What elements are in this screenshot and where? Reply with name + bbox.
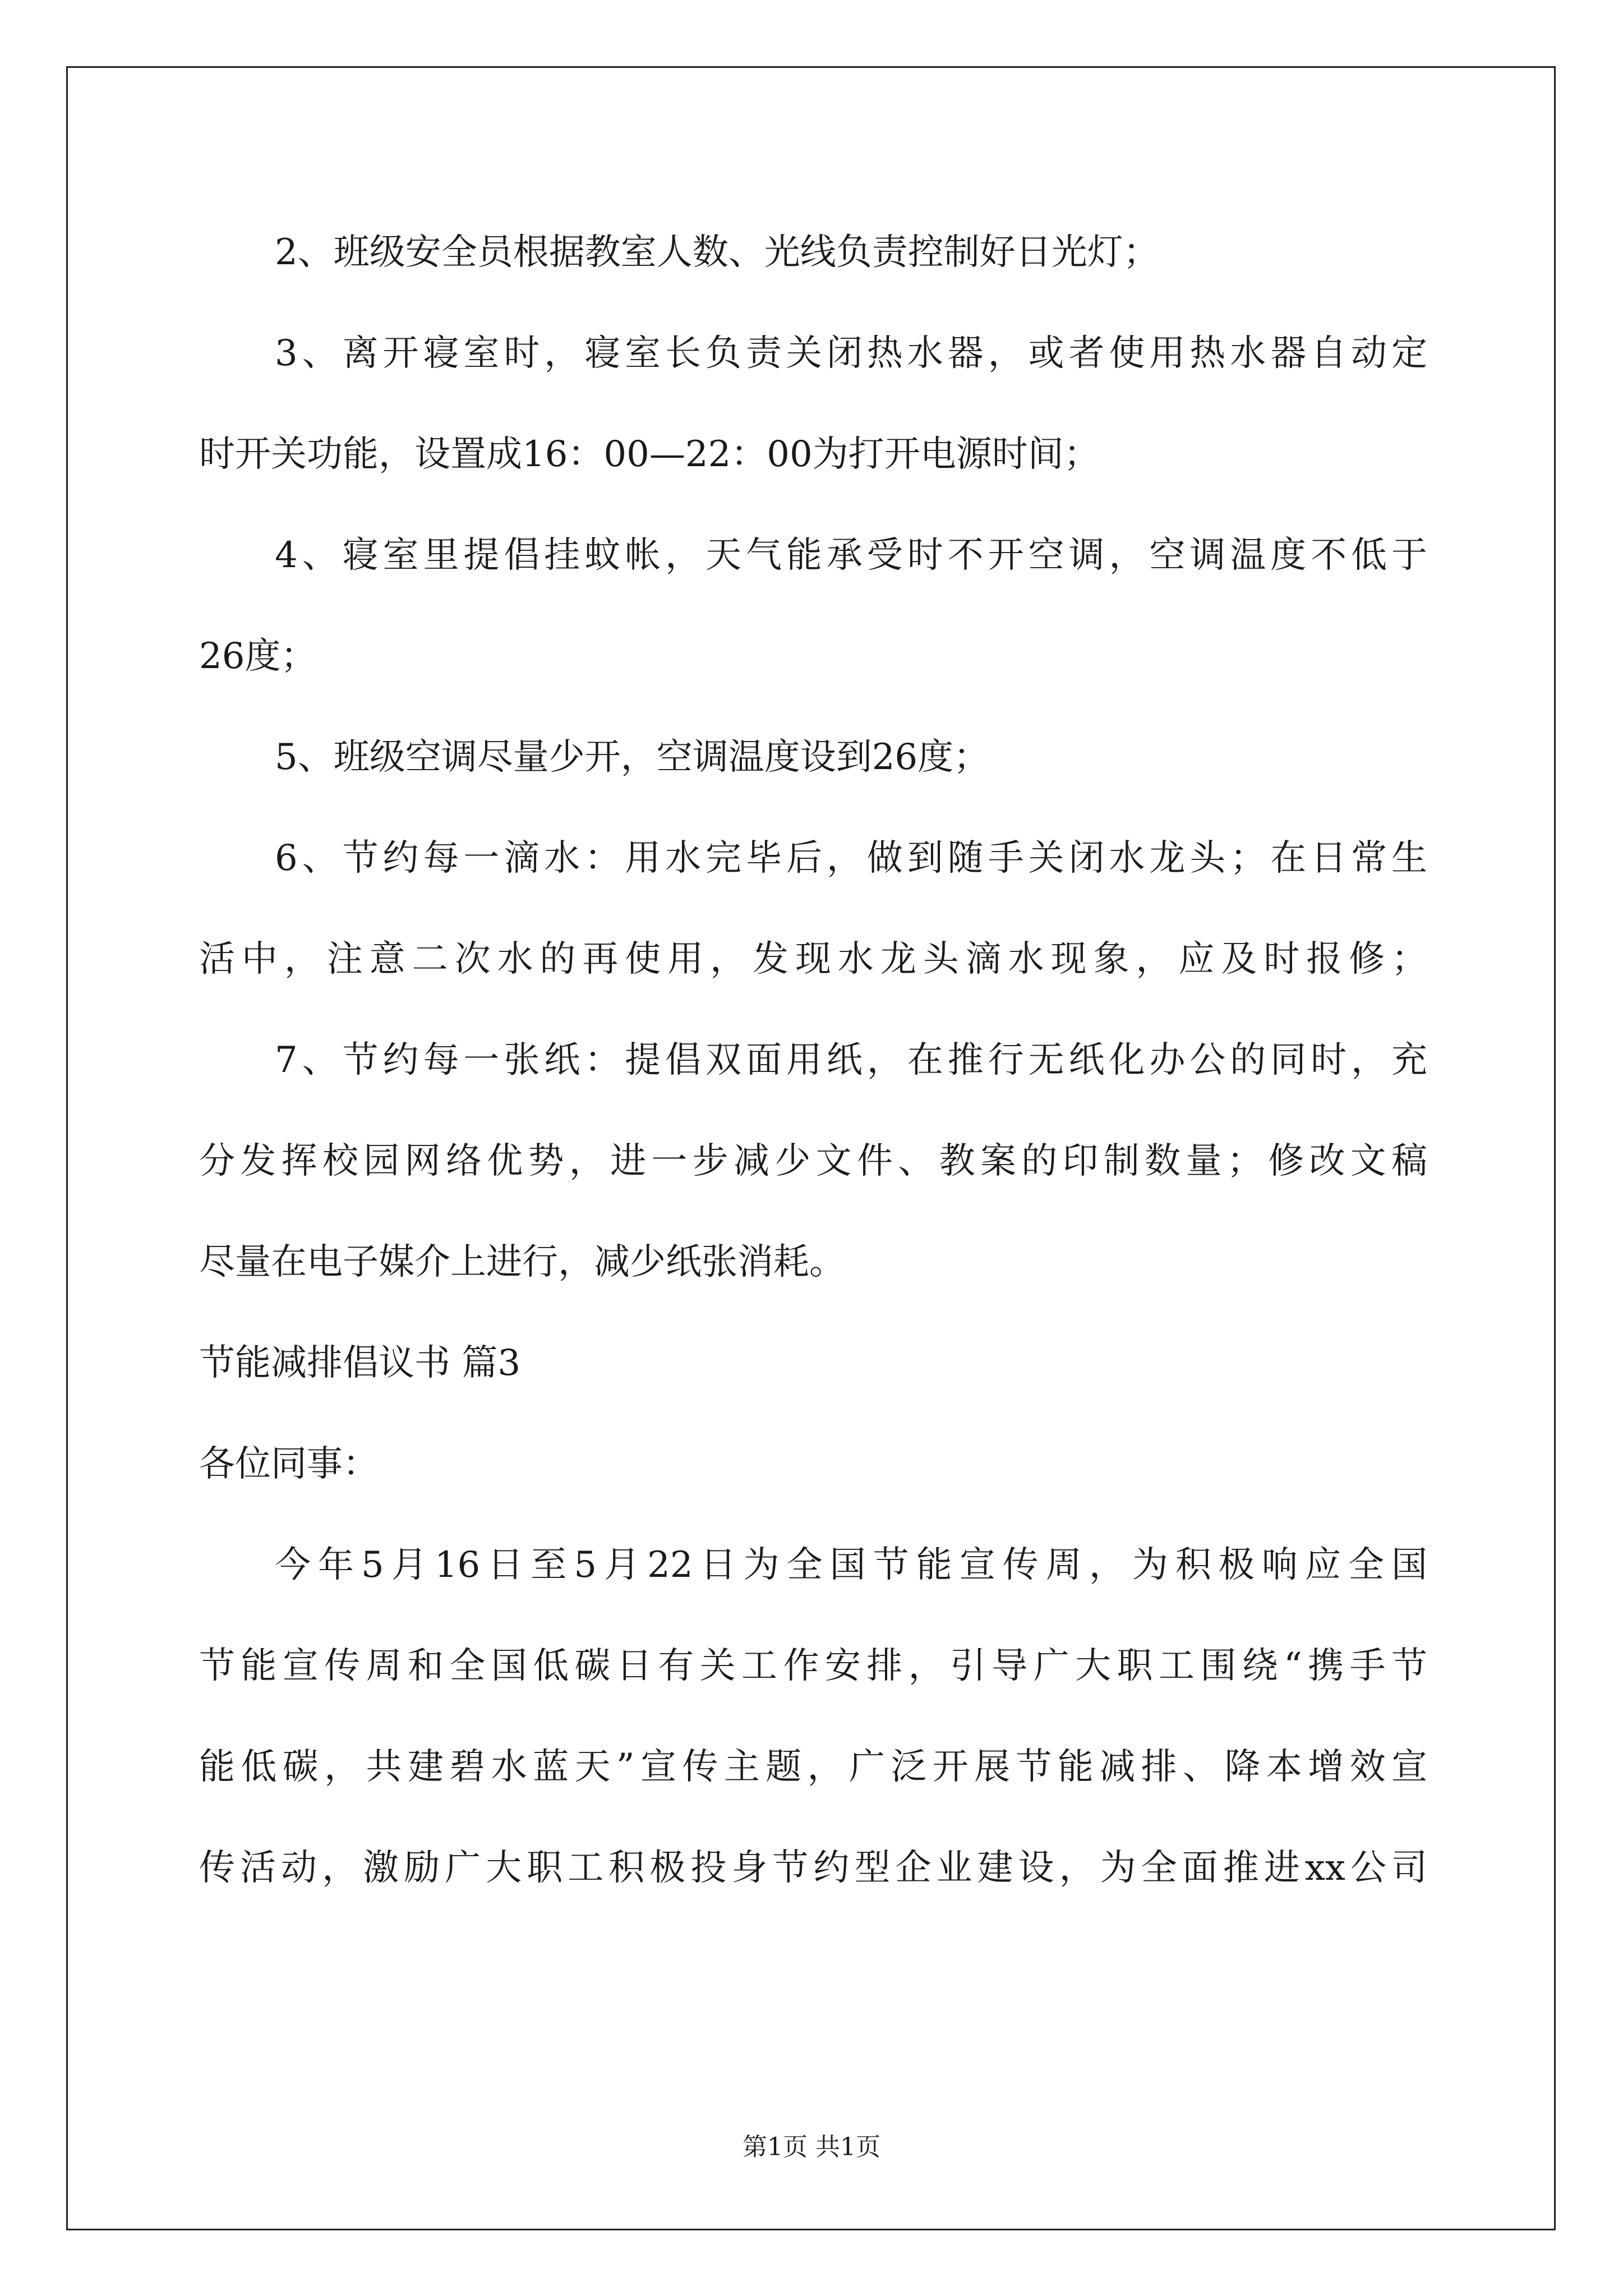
- text-line: 传活动，激励广大职工积极投身节约型企业建设，为全面推进xx公司: [199, 1847, 1427, 1889]
- text-line: 节能宣传周和全国低碳日有关工作安排，引导广大职工围绕“携手节: [199, 1645, 1427, 1687]
- text-line: 分发挥校园网络优势，进一步减少文件、教案的印制数量；修改文稿: [199, 1140, 1427, 1182]
- text-line: 4、寝室里提倡挂蚊帐，天气能承受时不开空调，空调温度不低于: [275, 535, 1427, 576]
- text-line: 7、节约每一张纸：提倡双面用纸，在推行无纸化办公的同时，充: [275, 1039, 1427, 1081]
- text-line: 时开关功能，设置成16：00—22：00为打开电源时间；: [199, 434, 1100, 475]
- section-heading: 节能减排倡议书 篇3: [199, 1342, 521, 1384]
- text-line: 尽量在电子媒介上进行，减少纸张消耗。: [199, 1241, 845, 1283]
- text-line: 活中，注意二次水的再使用，发现水龙头滴水现象，应及时报修；: [199, 938, 1427, 980]
- text-line: 26度；: [199, 636, 317, 677]
- text-line: 能低碳，共建碧水蓝天”宣传主题，广泛开展节能减排、降本增效宣: [199, 1746, 1427, 1788]
- text-line: 今年5月16日至5月22日为全国节能宣传周，为积极响应全国: [275, 1544, 1427, 1586]
- text-line: 2、班级安全员根据教室人数、光线负责控制好日光灯；: [275, 232, 1159, 273]
- salutation: 各位同事：: [199, 1443, 379, 1485]
- text-line: 5、班级空调尽量少开，空调温度设到26度；: [275, 737, 990, 778]
- text-line: 6、节约每一滴水：用水完毕后，做到随手关闭水龙头；在日常生: [275, 838, 1427, 879]
- text-line: 3、离开寝室时，寝室长负责关闭热水器，或者使用热水器自动定: [275, 333, 1427, 374]
- page-footer: 第1页 共1页: [743, 2133, 880, 2161]
